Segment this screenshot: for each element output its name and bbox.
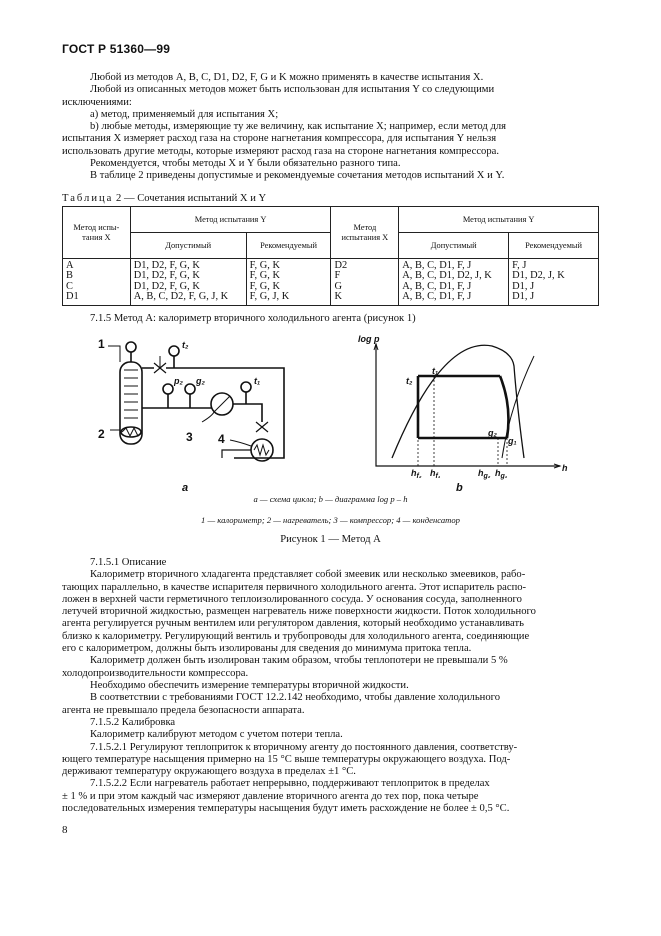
insulation-line-1: Калориметр должен быть изолирован таким образом, чтобы теплопотери не превышали 5 % [90, 655, 508, 667]
tick-hf1: $h_{f_1}$ [430, 468, 441, 480]
section-7-1-5-1 [62, 557, 599, 717]
insulation-line-2: холодопроизводительности компрессора. [62, 667, 249, 679]
label-a: a [182, 482, 189, 494]
label-p2: p₂ [174, 376, 183, 386]
label-2: 2 [98, 427, 105, 441]
description-line: Калориметр вторичного хладагента представляет собой змеевик или несколько змеевиков, рабо- [90, 569, 526, 581]
label-g2: g₂ [196, 376, 205, 386]
tick-hg2: $h_{g_2}$ [478, 468, 491, 480]
list-item-a: a) метод, применяемый для испытания X; [90, 108, 279, 120]
page-number: 8 [62, 824, 68, 836]
intro-paragraph-3: Рекомендуется, чтобы методы X и Y были обязательно разного типа. [90, 158, 401, 170]
intro-paragraph-2-line-2: исключениями: [62, 96, 132, 108]
diagram-label-t1: t₁ [432, 366, 439, 376]
safety-line-2: агента не превышало предела безопасности аппарата. [62, 704, 305, 716]
compression-line [500, 376, 508, 438]
diagram-label-g1: g₁ [508, 436, 517, 446]
intro-paragraph-4: В таблице 2 приведены допустимые и рекомендуемые сочетания методов испытаний X и Y. [90, 170, 505, 182]
label-logp: log p [358, 334, 380, 344]
cell: D1 [63, 292, 131, 305]
description-line: близко к калориметру. Регулирующий вентиль и трубопроводы для холодильного агента, соединяющие [62, 630, 530, 642]
cell: A, B, C, D1, D2, J, K [399, 271, 509, 281]
g2-gauge [163, 384, 173, 394]
intro-paragraph-2-line-1: Любой из описанных методов может быть использован для испытания Y со следующими [90, 84, 495, 96]
section-7-1-5 [62, 313, 599, 325]
calibration-2-line-2: ± 1 % и при этом каждый час измеряют давление вторичного агента до тех пор, пока четыре [62, 790, 479, 802]
cell: D2 [331, 259, 399, 272]
cell: A, B, C, D1, F, J [399, 259, 509, 272]
safety-line-1: В соответствии с требованиями ГОСТ 12.2.142 необходимо, чтобы давление холодильного [90, 692, 501, 704]
condenser-valve [256, 422, 268, 432]
scheme-gauge-labels [173, 340, 260, 494]
cell: F, G, K [246, 259, 331, 272]
section-7-1-5-2 [62, 717, 599, 815]
section-7-1-5-2-title: 7.1.5.2 Калибровка [90, 717, 176, 728]
calibration-1-line-2: ющего температуре насыщения примерно на 15 °С выше температуры окружающего воздуха. Под- [62, 753, 511, 765]
cell: F, G, K [246, 282, 331, 292]
coil-lines [124, 370, 138, 418]
cell: A, B, C, D1, F, J [399, 282, 509, 292]
g2b-gauge [185, 384, 195, 394]
axis-arrows [374, 344, 560, 468]
calibration-1-line-3: держивают температуру окружающего воздуха в пределах ±1 °С. [62, 766, 356, 778]
p2-gauge [169, 346, 179, 356]
tick-hf2: $h_{f_2}$ [411, 468, 422, 480]
cell: D1, J [509, 292, 599, 305]
calibration-2-line-1: 7.1.5.2.2 Если нагреватель работает непрерывно, поддерживают теплоприток в пределах [90, 778, 490, 790]
calibration-intro: Калориметр калибруют методом с учетом потери тепла. [90, 729, 343, 741]
list-item-b-line-2: испытания X измеряет расход газа на стороне нагнетания компрессора, для испытания Y нельзя [62, 133, 497, 145]
description-line: летучей вторичной жидкостью, размещен нагреватель ниже поверхности жидкости. Поток холодильного [62, 606, 536, 618]
figure-title: Рисунок 1 — Метод А [280, 534, 381, 545]
cell: A, B, C, D2, F, G, J, K [130, 292, 246, 305]
header-allowed: Допустимый [130, 233, 246, 259]
header-method-x: Метод испы-тания X [63, 207, 131, 259]
calorimeter-vessel [120, 362, 142, 444]
cell: D1, D2, F, G, K [130, 282, 246, 292]
label-t2: t₂ [182, 340, 189, 350]
methods-combination-table [62, 206, 599, 306]
cell: D1, D2, F, G, K [130, 259, 246, 272]
figure-1-drawing [62, 326, 599, 496]
tick-hg1: $h_{g_1}$ [495, 468, 508, 480]
label-h: h [562, 463, 568, 473]
cell: A [63, 259, 131, 272]
condenser-zigzag [254, 445, 269, 455]
leader-1 [108, 346, 120, 362]
figure-1 [62, 326, 599, 496]
cell: G [331, 282, 399, 292]
temperature-measurement: Необходимо обеспечить измерение температуры вторичной жидкости. [90, 679, 409, 691]
table-caption-prefix: Таблица [62, 193, 114, 204]
header-method-x-2: Метод испытания X [331, 207, 399, 259]
label-b: b [456, 482, 463, 494]
cell: F, G, J, K [246, 292, 331, 305]
section-7-1-5-title: 7.1.5 Метод А: калориметр вторичного холодильного агента (рисунок 1) [90, 313, 416, 324]
compressor-mark [214, 396, 230, 412]
cell: C [63, 282, 131, 292]
header-method-y: Метод испытания Y [130, 207, 331, 233]
description-line: ложен в верхней части герметичного теплоизолированного сосуда. У основания сосуда, заполненного [62, 593, 522, 605]
diagram-label-g2: g₂ [488, 428, 497, 438]
cell: D1, D2, F, G, K [130, 271, 246, 281]
cycle-scheme [108, 342, 284, 461]
cell: F, G, K [246, 271, 331, 281]
cell: F, J [509, 259, 599, 272]
vessel-gauge [126, 342, 136, 352]
logp-h-diagram [374, 344, 560, 468]
saturation-dome [392, 345, 524, 458]
header-allowed-2: Допустимый [399, 233, 509, 259]
description-line: его с калориметром, должны быть изолированы для сведения до минимума притока тепла. [62, 643, 472, 655]
table-caption-text: 2 — Сочетания испытаний X и Y [116, 193, 267, 204]
diagram-labels [358, 334, 568, 494]
figure-caption-ab: a — схема цикла; b — диаграмма log p – h [253, 494, 408, 504]
cell: K [331, 292, 399, 305]
description-line: агента регулируется ручным вентилем или регулятором давления, который необходимо устанавливать [62, 618, 524, 630]
leader-3 [202, 412, 214, 422]
h-dropdown-lines [418, 376, 507, 466]
section-7-1-5-1-title: 7.1.5.1 Описание [90, 557, 167, 568]
table-row [63, 292, 599, 305]
description-line: тающих параллельно, в качестве испарителя первичного холодильного агента. Этот испаритель распо- [62, 581, 527, 593]
label-3: 3 [186, 430, 193, 444]
intro-section [62, 72, 599, 183]
list-item-b-line-1: b) любые методы, измеряющие ту же величину, как испытание X; например, если метод для [90, 121, 507, 133]
list-item-b-line-3: использовать другие методы, которые измеряют расход газа на стороне нагнетания компрессора. [62, 145, 499, 157]
header-recommended: Рекомендуемый [246, 233, 331, 259]
label-1: 1 [98, 337, 105, 351]
diagram-label-t2: t₂ [406, 376, 413, 386]
t1-gauge [241, 382, 251, 392]
cell: B [63, 271, 131, 281]
cell: D1, D2, J, K [509, 271, 599, 281]
condenser-out-pipe [222, 450, 251, 458]
cell: D1, J [509, 282, 599, 292]
cell: F [331, 271, 399, 281]
label-4: 4 [218, 432, 225, 446]
table-caption [62, 193, 266, 204]
figure-caption-legend: 1 — калориметр; 2 — нагреватель; 3 — компрессор; 4 — конденсатор [201, 515, 460, 525]
discharge-pipe [233, 404, 262, 422]
standard-code: ГОСТ Р 51360—99 [62, 42, 171, 56]
diagram-axes [376, 344, 560, 466]
calibration-2-line-3: последовательных измерения температуры насыщения будут иметь расхождение не более ± 0,5 °С. [62, 803, 510, 815]
header-method-y-2: Метод испытания Y [399, 207, 599, 233]
header-recommended-2: Рекомендуемый [509, 233, 599, 259]
label-t1: t₁ [254, 376, 261, 386]
intro-paragraph-1: Любой из методов A, B, C, D1, D2, F, G и K можно применять в качестве испытания X. [90, 72, 484, 83]
calibration-1-line-1: 7.1.5.2.1 Регулируют теплоприток к вторичному агенту до постоянного давления, соответству- [90, 741, 518, 753]
cell: A, B, C, D1, F, J [399, 292, 509, 305]
leader-4 [230, 440, 251, 446]
